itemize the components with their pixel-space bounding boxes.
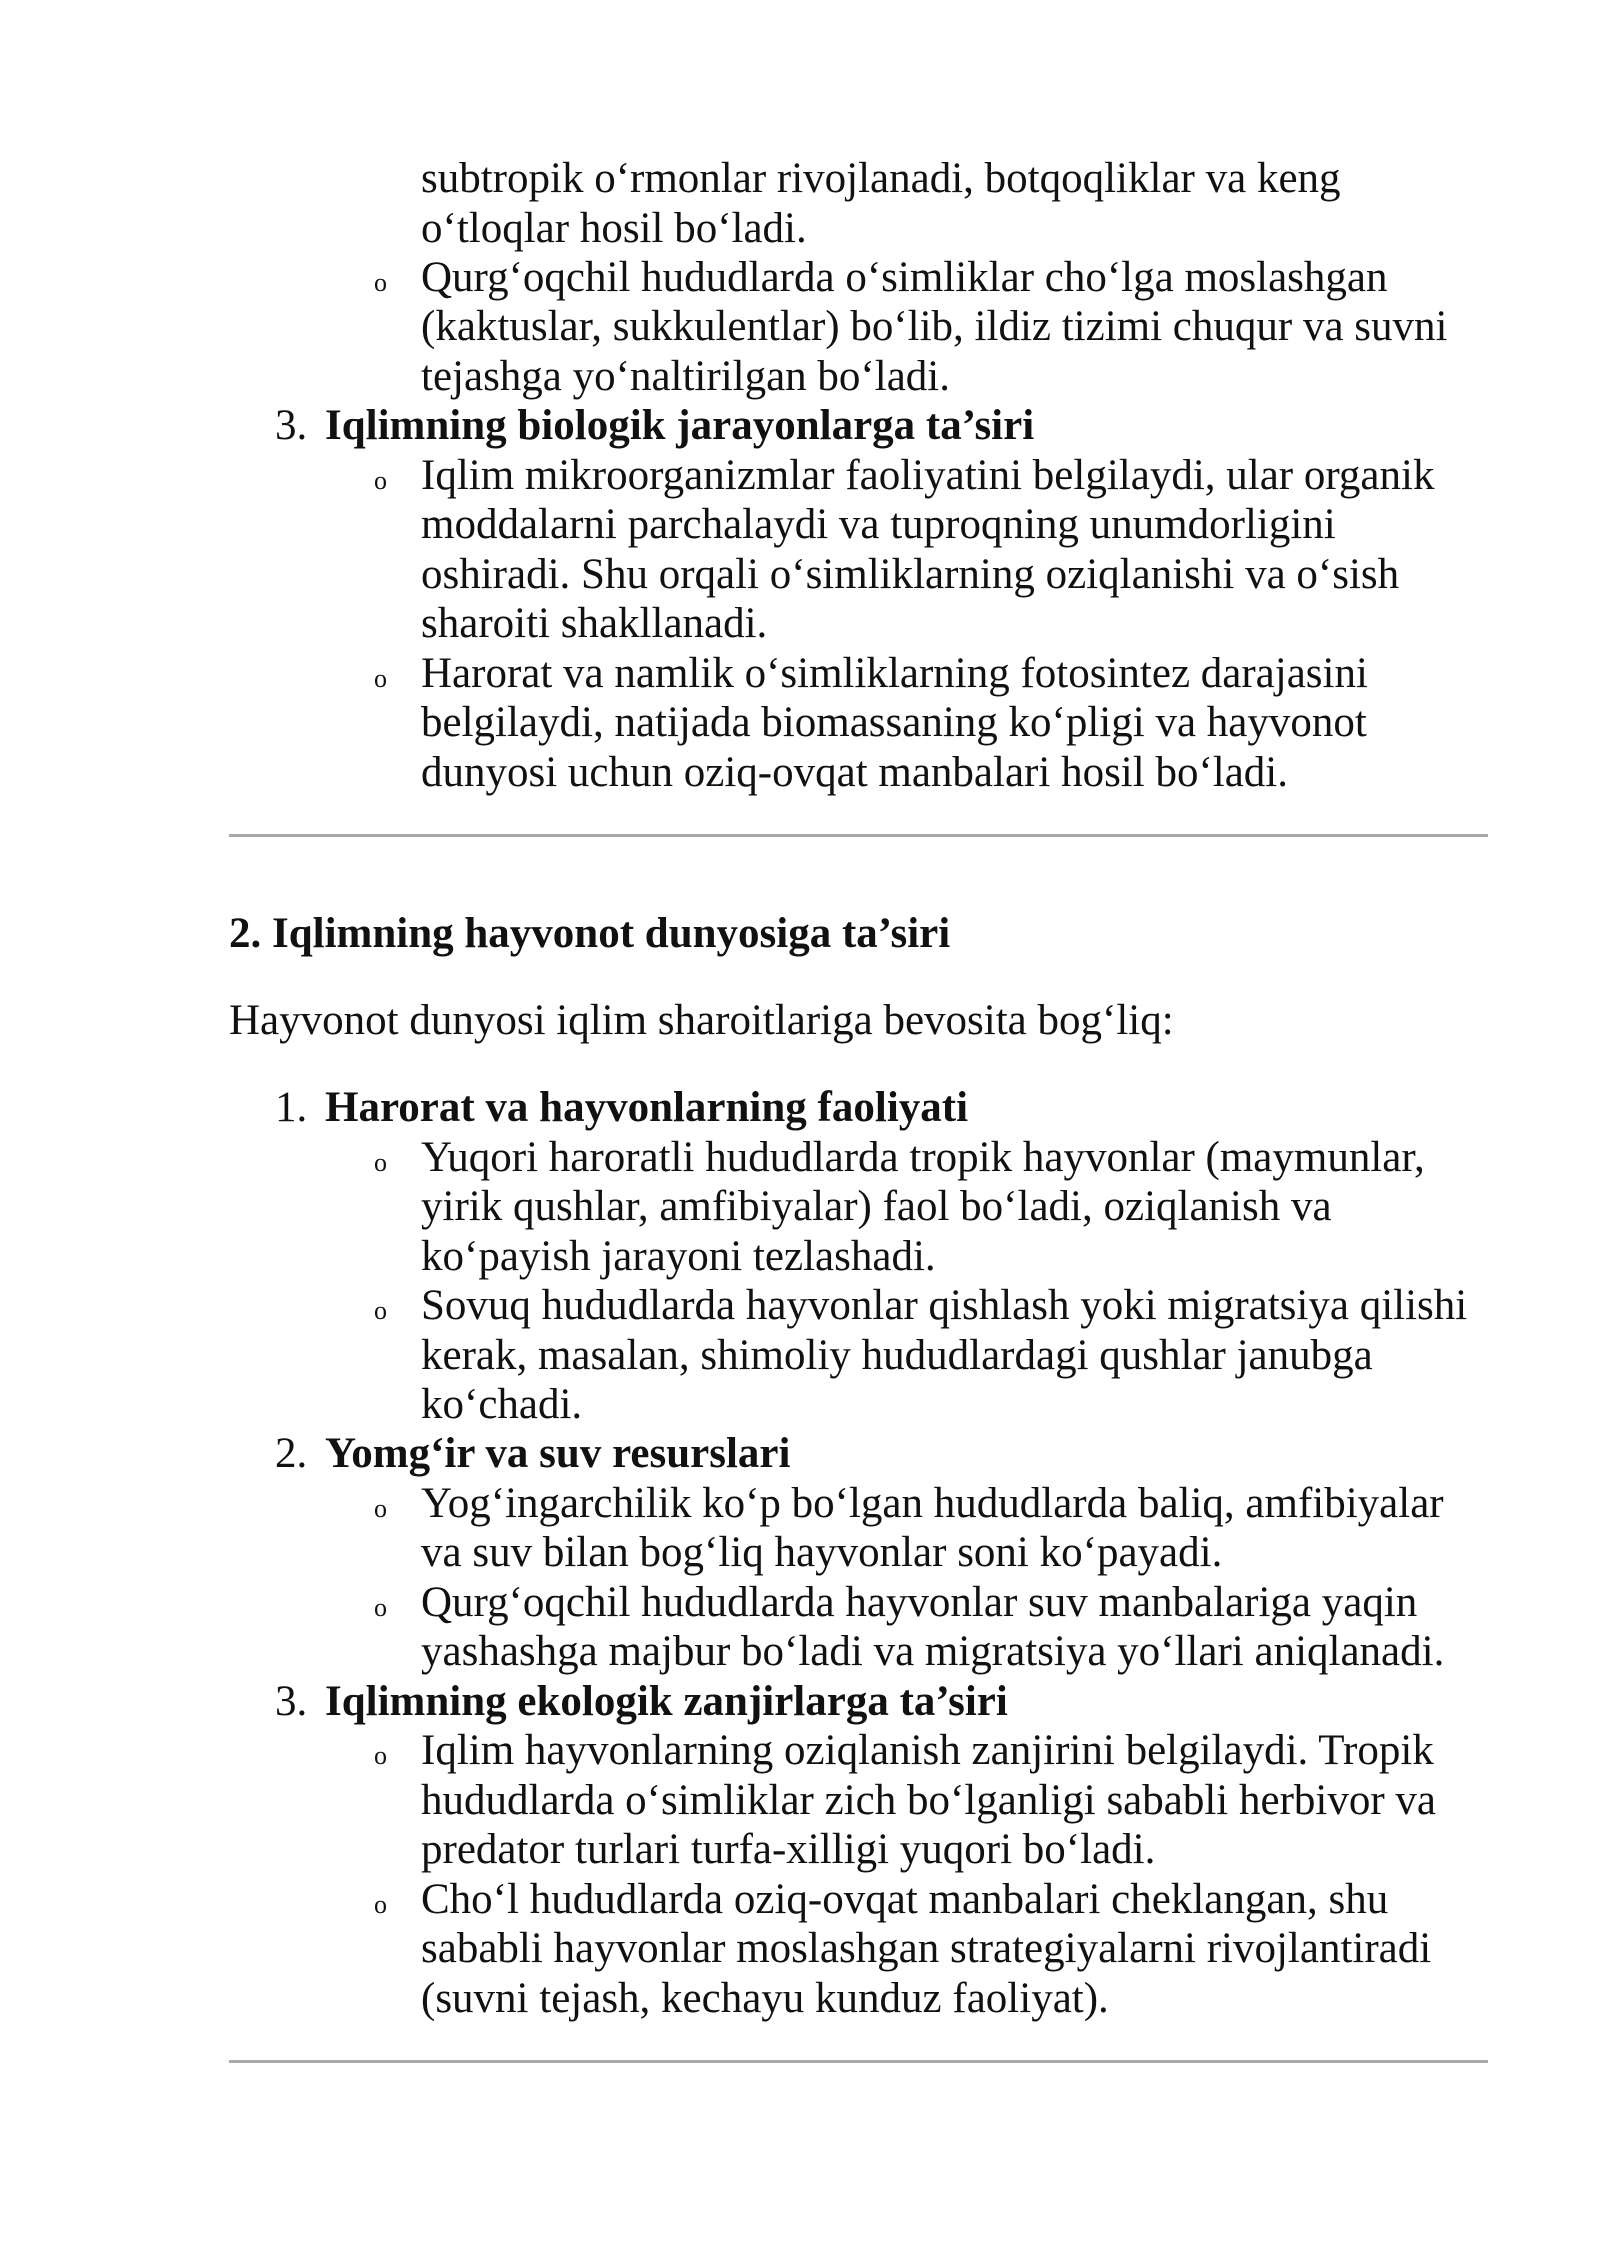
- list-item-line: tejashga yo‘naltirilgan bo‘ladi.: [421, 353, 950, 400]
- continuation-line-1: subtropik o‘rmonlar rivojlanadi, botqoqliklar va keng: [421, 155, 1341, 202]
- list-item-number: 2.: [275, 1430, 308, 1477]
- list-item-line: Iqlim hayvonlarning oziqlanish zanjirini belgilaydi. Tropik: [421, 1727, 1434, 1774]
- list-item-line: Qurg‘oqchil hududlarda hayvonlar suv manbalariga yaqin: [421, 1579, 1418, 1626]
- list-item-line: dunyosi uchun oziq-ovqat manbalari hosil bo‘ladi.: [421, 749, 1288, 796]
- list-item-number: 3.: [275, 402, 308, 449]
- horizontal-rule: [229, 834, 1488, 837]
- list-item-line: (suvni tejash, kechayu kunduz faoliyat).: [421, 1975, 1109, 2022]
- list-item-number: 1.: [275, 1084, 308, 1131]
- list-item-line: Yog‘ingarchilik ko‘p bo‘lgan hududlarda baliq, amfibiyalar: [421, 1480, 1444, 1527]
- list-item-line: (kaktuslar, sukkulentlar) bo‘lib, ildiz tizimi chuqur va suvni: [421, 303, 1448, 350]
- list-item-line: Yuqori haroratli hududlarda tropik hayvonlar (maymunlar,: [421, 1134, 1425, 1181]
- list-item-line: Qurg‘oqchil hududlarda o‘simliklar cho‘lga moslashgan: [421, 254, 1388, 301]
- bullet-marker: o: [374, 1494, 387, 1523]
- bullet-marker: o: [374, 1296, 387, 1325]
- list-item-line: va suv bilan bog‘liq hayvonlar soni ko‘payadi.: [421, 1529, 1223, 1576]
- list-item-line: Cho‘l hududlarda oziq-ovqat manbalari cheklangan, shu: [421, 1876, 1389, 1923]
- bullet-marker: o: [374, 1741, 387, 1770]
- list-item-line: sharoiti shakllanadi.: [421, 600, 768, 647]
- list-item-line: moddalarni parchalaydi va tuproqning unumdorligini: [421, 501, 1336, 548]
- section-intro: Hayvonot dunyosi iqlim sharoitlariga bevosita bog‘liq:: [229, 997, 1174, 1044]
- list-item-heading: Harorat va hayvonlarning faoliyati: [325, 1084, 969, 1131]
- list-item-line: sababli hayvonlar moslashgan strategiyalarni rivojlantiradi: [421, 1925, 1432, 1972]
- list-item-line: predator turlari turfa-xilligi yuqori bo‘ladi.: [421, 1826, 1156, 1873]
- list-item-number: 3.: [275, 1678, 308, 1725]
- list-item-line: Iqlim mikroorganizmlar faoliyatini belgilaydi, ular organik: [421, 452, 1435, 499]
- list-item-line: ko‘chadi.: [421, 1381, 583, 1428]
- list-item-heading: Iqlimning biologik jarayonlarga ta’siri: [325, 402, 1035, 449]
- horizontal-rule: [229, 2060, 1488, 2063]
- bullet-marker: o: [374, 664, 387, 693]
- list-item-line: oshiradi. Shu orqali o‘simliklarning oziqlanishi va o‘sish: [421, 551, 1400, 598]
- list-item-heading: Iqlimning ekologik zanjirlarga ta’siri: [325, 1678, 1008, 1725]
- bullet-marker: o: [374, 1593, 387, 1622]
- continuation-line-2: o‘tloqlar hosil bo‘ladi.: [421, 205, 807, 252]
- list-item-line: hududlarda o‘simliklar zich bo‘lganligi sababli herbivor va: [421, 1777, 1436, 1824]
- list-item-line: Harorat va namlik o‘simliklarning fotosintez darajasini: [421, 650, 1368, 697]
- bullet-marker: o: [374, 1148, 387, 1177]
- list-item-line: belgilaydi, natijada biomassaning ko‘pligi va hayvonot: [421, 699, 1367, 746]
- bullet-marker: o: [374, 466, 387, 495]
- list-item-line: kerak, masalan, shimoliy hududlardagi qushlar janubga: [421, 1332, 1373, 1379]
- bullet-marker: o: [374, 268, 387, 297]
- list-item-line: ko‘payish jarayoni tezlashadi.: [421, 1233, 936, 1280]
- list-item-line: yirik qushlar, amfibiyalar) faol bo‘ladi, oziqlanish va: [421, 1183, 1332, 1230]
- list-item-line: yashashga majbur bo‘ladi va migratsiya yo‘llari aniqlanadi.: [421, 1628, 1445, 1675]
- bullet-marker: o: [374, 1890, 387, 1919]
- list-item-heading: Yomg‘ir va suv resurslari: [325, 1430, 791, 1477]
- section-heading: 2. Iqlimning hayvonot dunyosiga ta’siri: [229, 910, 951, 957]
- list-item-line: Sovuq hududlarda hayvonlar qishlash yoki migratsiya qilishi: [421, 1282, 1468, 1329]
